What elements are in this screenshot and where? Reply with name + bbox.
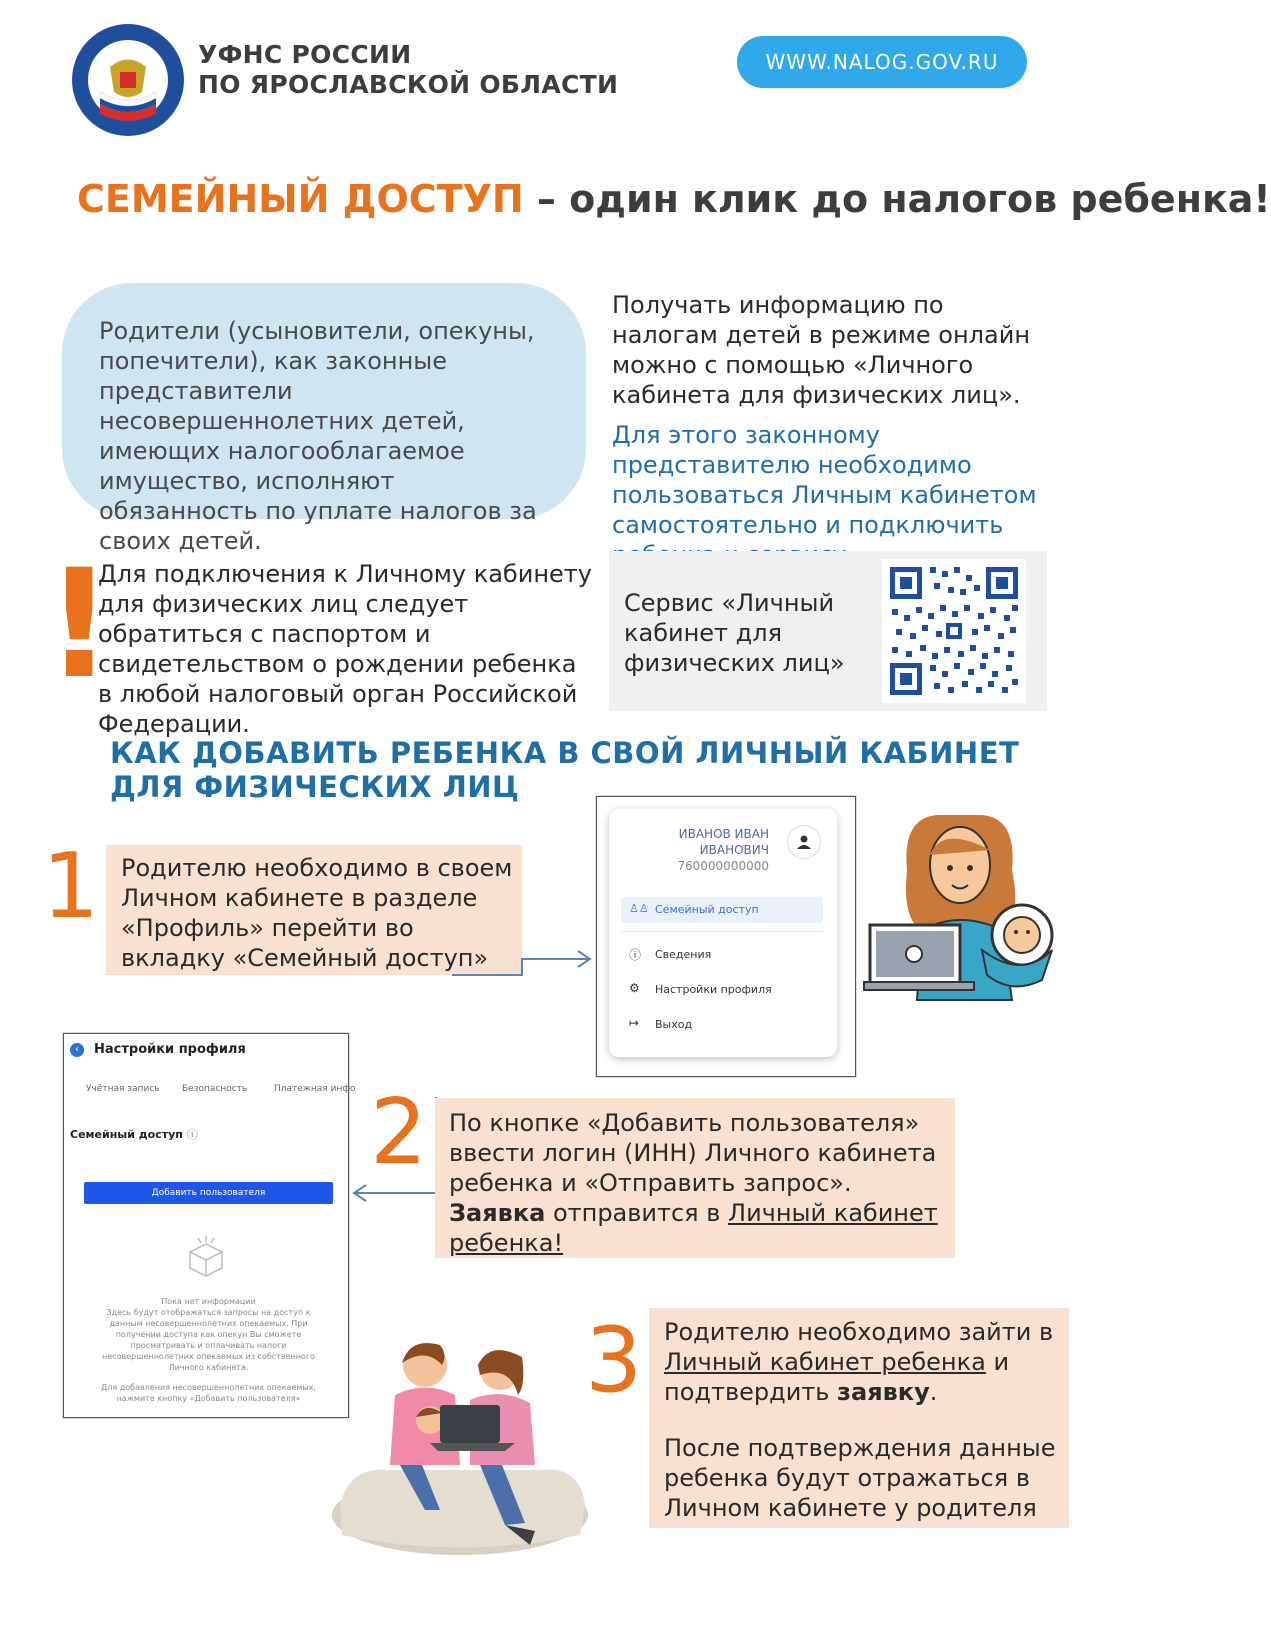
headline-rest: – один клик до налогов ребенка! [523, 177, 1271, 221]
intro-right-blue-text: Для этого законному представителю необходимо пользоваться Личным кабинетом самостоятельно и подключить [612, 421, 1037, 539]
step-3-text-start: Родителю необходимо зайти в [664, 1318, 1054, 1346]
org-name-line2: ПО ЯРОСЛАВСКОЙ ОБЛАСТИ [198, 70, 619, 99]
help-icon[interactable]: ⓘ [186, 1128, 198, 1141]
tab-payment[interactable]: Платежная инфо [274, 1084, 356, 1094]
family-access-section-title [70, 1126, 198, 1142]
info-icon: ⓘ [629, 948, 642, 962]
step-2-number: 2 [370, 1080, 428, 1185]
step-2-text-main: По кнопке «Добавить пользователя» ввести логин (ИНН) Личного кабинета ребенка и «Отправить запрос». [449, 1109, 937, 1197]
step-3-number: 3 [585, 1308, 643, 1413]
gear-icon: ⚙ [629, 981, 640, 995]
mother-with-baby-illustration [862, 810, 1062, 1000]
arrow-step1-to-menu [450, 945, 600, 980]
logout-icon: ↦ [629, 1016, 640, 1030]
menu-item-family-access-label: Семейный доступ [655, 903, 759, 916]
exclamation-mark: ! [45, 538, 114, 712]
intro-right-text: Получать информацию по налогам детей в режиме онлайн можно с помощью «Личного кабинета для физических лиц». [612, 291, 1031, 409]
step-1-text: Родителю необходимо в своем Личном кабинете в разделе «Профиль» перейти во вкладку «Семейный доступ» [121, 854, 513, 972]
empty-state-title: Пока нет информации [161, 1297, 256, 1306]
menu-item-info[interactable] [621, 943, 823, 967]
profile-menu-panel [609, 809, 837, 1057]
menu-item-settings[interactable] [621, 978, 823, 1002]
service-label: Сервис «Личный кабинет для физических лиц» [624, 589, 845, 677]
add-user-button[interactable]: Добавить пользователя [84, 1182, 333, 1204]
profile-inn: 760000000000 [677, 859, 769, 873]
empty-box-icon [184, 1234, 228, 1278]
settings-screenshot [63, 1033, 356, 1418]
step-3-bold: заявку [837, 1378, 930, 1406]
back-arrow-icon[interactable]: ‹ [70, 1043, 84, 1057]
profile-name-line1: ИВАНОВ ИВАН [678, 827, 769, 841]
menu-item-info-label: Сведения [655, 948, 712, 961]
step-1-number: 1 [42, 834, 100, 939]
how-to-title-line2: ДЛЯ ФИЗИЧЕСКИХ ЛИЦ [110, 770, 520, 804]
menu-item-logout[interactable] [621, 1013, 823, 1037]
tab-security[interactable]: Безопасность [182, 1084, 248, 1094]
empty-state-hint: Для добавления несовершеннолетних опекаемых, нажмите кнопку «Добавить пользователя» [100, 1383, 316, 1403]
step-2-bold: Заявка [449, 1199, 546, 1227]
menu-divider [621, 931, 823, 932]
org-name-line1: УФНС РОССИИ [198, 40, 412, 69]
step-3-link[interactable]: Личный кабинет ребенка [664, 1348, 986, 1376]
qr-code-icon[interactable] [882, 559, 1026, 703]
step-3-text [664, 1317, 1059, 1407]
notice-text: Для подключения к Личному кабинету для физических лиц следует обратиться с паспортом и свидетельством о рождении ребенка в любой налоговый орган Российской Федерации. [98, 560, 592, 738]
tab-account[interactable]: Учётная запись [86, 1084, 160, 1094]
profile-menu-screenshot [596, 796, 856, 1077]
fns-emblem [70, 22, 186, 138]
step-3-text-end: . [929, 1378, 938, 1406]
menu-item-logout-label: Выход [655, 1018, 693, 1031]
menu-item-settings-label: Настройки профиля [655, 983, 772, 996]
settings-title: Настройки профиля [94, 1042, 246, 1057]
step-3-text-mid: и подтвердить [664, 1348, 1010, 1406]
empty-state-text: Здесь будут отображаться запросы на доступ к данным несовершеннолетних опекаемых. При получении доступа как опекун Вы сможете просматривать и оплачивать налоги несовершеннолетних опекаемых из собственного Личного кабинета. [102, 1308, 315, 1372]
step-2-text [449, 1108, 944, 1258]
step-2-middle: отправится в [545, 1199, 729, 1227]
how-to-title-line1: КАК ДОБАВИТЬ РЕБЕНКА В СВОЙ ЛИЧНЫЙ КАБИНЕТ [110, 736, 1020, 770]
page-headline [77, 176, 1271, 222]
step-2-link[interactable]: Личный кабинет ребенка! [449, 1199, 938, 1257]
step-3-text-2: После подтверждения данные ребенка будут отражаться в Личном кабинете у родителя [664, 1434, 1056, 1522]
family-with-laptop-illustration [330, 1335, 590, 1560]
family-access-section-label: Семейный доступ [70, 1128, 183, 1141]
family-icon: ♙♙ [629, 902, 649, 915]
headline-accent: СЕМЕЙНЫЙ ДОСТУП [77, 177, 524, 221]
profile-name-line2: ИВАНОВИЧ [699, 843, 769, 857]
website-link-button[interactable]: WWW.NALOG.GOV.RU [737, 36, 1027, 88]
intro-bubble-text: Родители (усыновители, опекуны, попечители), как законные представители несовершеннолетних детей, имеющих налогооблагаемое имущество, исполняют обязанность по уплате налогов за своих детей. [99, 317, 537, 555]
menu-item-family-access[interactable] [621, 897, 823, 923]
user-avatar-icon[interactable] [787, 825, 821, 859]
